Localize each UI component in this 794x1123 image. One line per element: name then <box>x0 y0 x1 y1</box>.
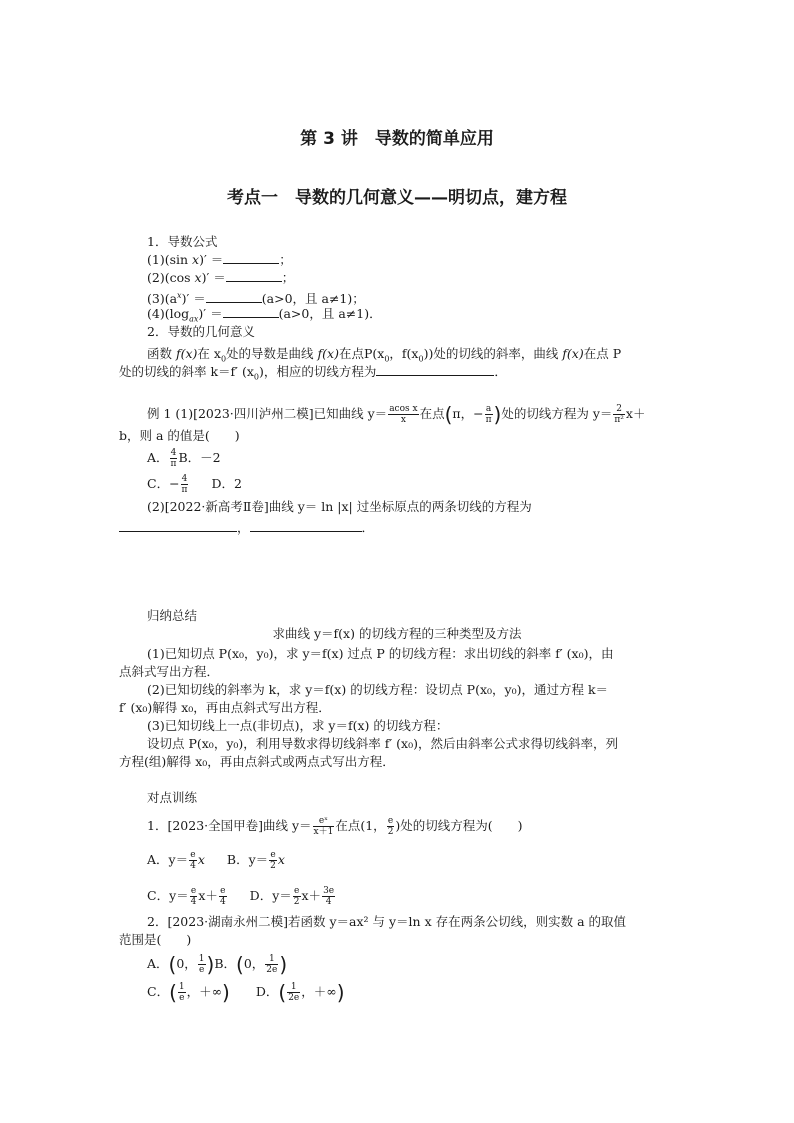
fraction <box>170 448 178 469</box>
page-title: 第 3 讲 导数的简单应用 <box>300 129 494 149</box>
option-c-label: C．− <box>147 476 180 491</box>
fraction <box>265 954 278 975</box>
example1-line-1: 例 1 (1)[2023·四川泸州二模]已知曲线 y＝ $\frac{\text{acos x}}{x}$ 在点(π，− $\frac{a}{\pi}$ )处的切线方程为 y＝ $\frac{2}{\text{π²}}$ x＋ <box>147 402 646 427</box>
text-span: 处的切线方程为 y＝ <box>501 406 613 421</box>
text-span: 函数 <box>147 346 176 361</box>
formula-3-suffix: )′ ＝ <box>181 291 206 307</box>
text-span: f(x) <box>175 346 198 361</box>
denominator: x＋1 <box>313 827 334 837</box>
practice-q1-options-cd <box>147 886 336 907</box>
numerator: 1 <box>178 982 185 992</box>
answer-blank[interactable] <box>223 252 279 264</box>
text-span: x＋ <box>198 888 218 903</box>
text-span: 例 1 (1)[2023·四川泸州二模]已知曲线 y＝ <box>147 406 388 421</box>
numerator: e <box>190 850 196 860</box>
option-c: C．y＝ <box>147 888 189 903</box>
option-a-label: A． <box>147 450 169 465</box>
text-span: ． <box>494 364 507 379</box>
text-span: )处的切线方程为( ) <box>395 818 523 833</box>
text-span: ，f(x <box>389 346 419 361</box>
summary-p1-line1: (1)已知切点 P(x₀，y₀)，求 y＝f(x) 过点 P 的切线方程：求出切线的斜率 f′ (x₀)，由 <box>147 646 614 661</box>
answer-blank[interactable] <box>250 520 362 532</box>
denominator: 4 <box>190 897 197 907</box>
text-span: 在点 P <box>583 346 622 361</box>
numerator: 3e <box>323 886 335 896</box>
text-span: 在点P(x <box>338 346 385 361</box>
fraction <box>190 886 198 907</box>
denominator: e <box>199 965 205 975</box>
formula-2-var: x <box>194 270 202 285</box>
numerator: 4 <box>181 474 188 484</box>
numerator: e <box>190 886 197 896</box>
denominator: π² <box>614 415 624 425</box>
denominator: 2 <box>387 827 394 837</box>
practice-q2-line1: 2．[2023·湖南永州二模]若函数 y＝ax² 与 y＝ln x 存在两条公切线，则实数 a 的取值 <box>147 914 626 929</box>
denominator: 4 <box>190 861 196 871</box>
formula-1-var: x <box>192 252 200 267</box>
denominator: 2e <box>288 993 300 1003</box>
fraction <box>287 982 300 1003</box>
summary-p3-line1: (3)已知切线上一点(非切点)，求 y＝f(x) 的切线方程： <box>147 718 449 733</box>
denominator: π <box>485 415 492 425</box>
numerator: e <box>293 886 300 896</box>
numerator: acos x <box>389 404 418 414</box>
fraction <box>387 816 395 837</box>
formula-item-3 <box>147 288 365 307</box>
example1-line-2: b，则 a 的值是( ) <box>119 428 240 443</box>
numerator: 2 <box>613 404 625 415</box>
numerator: a <box>485 404 492 414</box>
formula-1-prefix: (1)(sin <box>147 252 193 267</box>
fraction <box>269 850 277 871</box>
summary-subtitle: 求曲线 y＝f(x) 的切线方程的三种类型及方法 <box>272 626 522 641</box>
geometric-line-1: 函数 f(x)在 $x_0$处的导数是曲线 f(x)在点$P(x_0$，$f(x_0)$)处的切线的斜率，曲线 f(x)在点 P <box>147 346 622 364</box>
summary-p2-line1: (2)已知切线的斜率为 k，求 y＝f(x) 的切线方程：设切点 P(x₀，y₀)，通过方程 k＝ <box>147 682 609 697</box>
text-span: x <box>277 852 285 867</box>
option-b: B．y＝ <box>226 852 269 867</box>
fraction <box>198 954 206 975</box>
numerator: e <box>270 850 276 860</box>
practice-heading: 对点训练 <box>147 790 198 805</box>
denominator: 4 <box>325 897 332 907</box>
denominator: x <box>400 415 406 425</box>
answer-blank[interactable] <box>226 270 282 282</box>
option-c: C． <box>147 984 170 999</box>
text-span: x＋ <box>625 406 646 421</box>
formula-1-end: ； <box>279 252 292 267</box>
text-span: 0， <box>243 956 265 971</box>
fraction <box>388 404 418 425</box>
option-a: A．y＝ <box>147 852 189 867</box>
summary-p2-line2: f′ (x₀)解得 x₀，再由点斜式写出方程． <box>119 700 331 715</box>
practice-q2-line2: 范围是( ) <box>119 932 192 947</box>
answer-blank[interactable] <box>376 364 494 376</box>
answer-blank[interactable] <box>223 306 279 318</box>
numerator: 1 <box>198 954 205 964</box>
denominator: 2 <box>293 897 300 907</box>
text-span: 处的切线的斜率 k＝f′ (x <box>119 364 254 379</box>
text-span: ，＋∞ <box>186 984 223 999</box>
example1-options-ab <box>147 448 221 469</box>
text-span: ， <box>237 520 250 535</box>
formula-4-end: (a>0，且 a≠1)． <box>278 306 382 321</box>
formula-3-end: (a>0，且 a≠1)； <box>261 291 365 307</box>
summary-p1-line2: 点斜式写出方程． <box>119 664 220 679</box>
option-d: D．y＝ <box>249 888 292 903</box>
example1-part2: (2)[2022·新高考Ⅱ卷]曲线 y＝ ln |x| 过坐标原点的两条切线的方程为 <box>147 499 532 514</box>
text-span: f(x) <box>317 346 339 361</box>
numerator: 1 <box>287 982 300 993</box>
example1-part2-blanks <box>119 520 374 536</box>
fraction <box>178 982 186 1003</box>
formula-4-prefix: (4)(log <box>147 306 190 321</box>
text-span: 处的导数是曲线 <box>226 346 318 361</box>
formula-4-var: ax <box>189 314 199 324</box>
numerator: 1 <box>265 954 278 965</box>
denominator: 2e <box>266 965 278 975</box>
text-span: 在点(1， <box>335 818 386 833</box>
denominator: 2 <box>270 861 276 871</box>
formula-item-1 <box>147 252 292 268</box>
option-d: D．2 <box>211 476 242 491</box>
fraction <box>181 474 189 495</box>
numerator: e <box>387 816 394 826</box>
summary-heading: 归纳总结 <box>147 608 198 623</box>
formula-2-suffix: )′ ＝ <box>201 270 226 285</box>
option-d: D． <box>255 984 279 999</box>
text-span: ． <box>361 520 375 535</box>
practice-q2-options-cd: C．( $\frac{1}{e}$ ，＋∞) D．( $\frac{1}{2e}$ ，＋∞) <box>147 980 345 1005</box>
denominator: 4 <box>219 897 226 907</box>
fraction <box>293 886 301 907</box>
summary-p3-line2: 设切点 P(x₀，y₀)，利用导数求得切线斜率 f′ (x₀)，然后由斜率公式求得切线斜率，列 <box>147 736 618 751</box>
text-span: f(x) <box>562 346 584 361</box>
formula-heading: 1．导数公式 <box>147 234 218 249</box>
text-span: ，＋∞ <box>301 984 337 999</box>
numerator: e <box>220 886 226 896</box>
fraction <box>322 886 335 907</box>
denominator: e <box>179 993 185 1003</box>
text-span: x <box>197 852 205 867</box>
summary-p3-line3: 方程(组)解得 x₀，再由点斜式或两点式写出方程． <box>119 754 395 769</box>
option-b: B．－2 <box>178 450 221 465</box>
fraction <box>613 404 625 425</box>
example1-options-cd <box>147 474 242 495</box>
practice-q1 <box>147 816 523 837</box>
formula-2-prefix: (2)(cos <box>147 270 195 285</box>
fraction <box>189 850 197 871</box>
text-span: x＋ <box>301 888 322 903</box>
denominator: π <box>170 459 177 469</box>
text-span: 0， <box>176 956 197 971</box>
section-title: 考点一 导数的几何意义——明切点，建方程 <box>227 188 567 208</box>
text-span: ))处的切线的斜率，曲线 <box>423 346 563 361</box>
geometric-line-2: 处的切线的斜率 k＝f′ $(x_0)$，相应的切线方程为 ． <box>119 364 507 382</box>
formula-item-2 <box>147 270 294 286</box>
option-b: B． <box>214 956 237 971</box>
text-span: 1．[2023·全国甲卷]曲线 y＝ <box>147 818 312 833</box>
practice-q1-options-ab <box>147 850 285 871</box>
formula-2-end: ； <box>281 270 295 285</box>
formula-3-prefix: (3)(a <box>147 291 178 307</box>
answer-blank[interactable] <box>206 291 262 303</box>
formula-1-suffix: )′ ＝ <box>199 252 224 267</box>
formula-3-var: x <box>177 291 182 300</box>
text-span: 在点 <box>419 406 445 421</box>
fraction <box>313 816 335 837</box>
formula-4-suffix: )′ ＝ <box>198 306 223 321</box>
numerator: eˣ <box>313 816 335 827</box>
text-span: )，相应的切线方程为 <box>259 364 377 379</box>
fraction <box>219 886 227 907</box>
text-span: 在 x <box>197 346 221 361</box>
practice-q2-options-ab: A．(0， $\frac{1}{e}$ )B．(0， $\frac{1}{2e}$ ) <box>147 952 288 977</box>
text-span: π，− <box>452 406 484 421</box>
answer-blank[interactable] <box>119 520 237 532</box>
option-a: A． <box>147 956 169 971</box>
denominator: π <box>181 485 188 495</box>
numerator: 4 <box>170 448 177 458</box>
fraction <box>485 404 493 425</box>
geometric-heading: 2．导数的几何意义 <box>147 324 255 339</box>
